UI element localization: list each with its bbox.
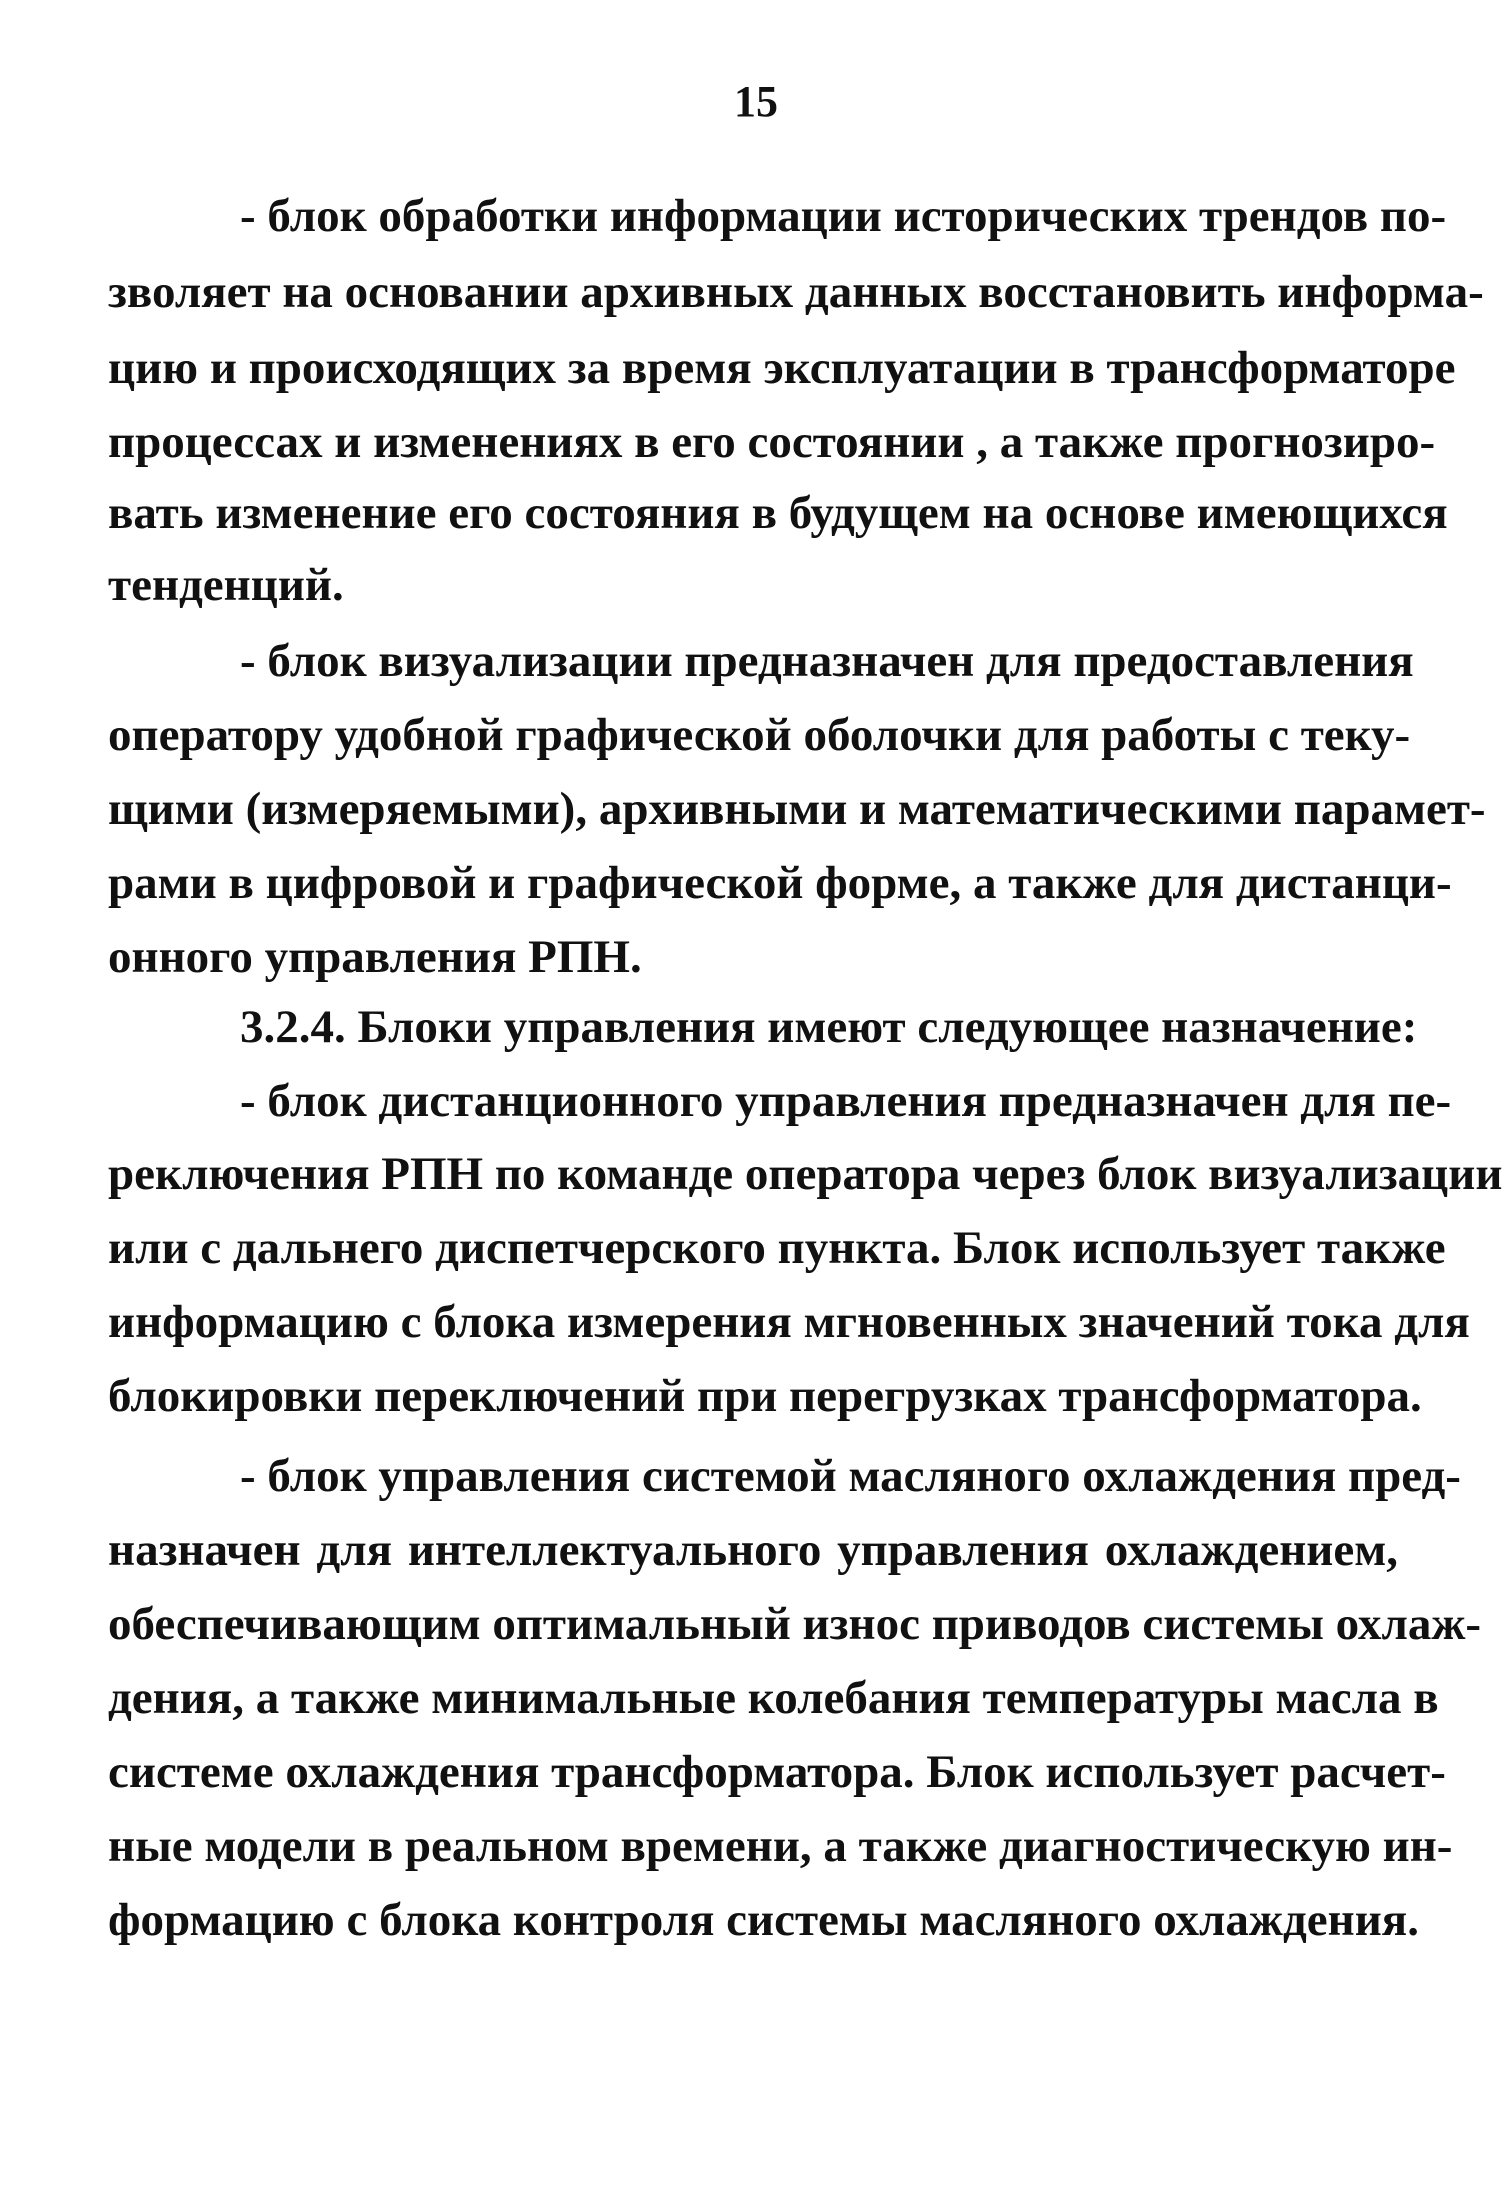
text-line: 3.2.4. Блоки управления имеют следующее назначение:: [240, 1001, 1418, 1053]
text-line: онного управления РПН.: [108, 931, 642, 983]
text-line: реключения РПН по команде оператора через блок визуализации: [108, 1148, 1503, 1200]
text-line: вать изменение его состояния в будущем на основе имеющихся: [108, 487, 1448, 539]
text-line: информацию с блока измерения мгновенных значений тока для: [108, 1296, 1470, 1348]
text-line: оператору удобной графической оболочки для работы с теку-: [108, 709, 1411, 761]
text-line: блокировки переключений при перегрузках трансформатора.: [108, 1370, 1422, 1422]
text-line: обеспечивающим оптимальный износ приводов системы охлаж-: [108, 1598, 1482, 1650]
text-line: рами в цифровой и графической форме, а также для дистанци-: [108, 857, 1452, 909]
text-line: - блок управления системой масляного охлаждения пред-: [240, 1450, 1461, 1502]
text-line: или с дальнего диспетчерского пункта. Блок использует также: [108, 1222, 1446, 1274]
text-line: назначен для интеллектуального управления охлаждением,: [108, 1524, 1398, 1576]
text-line: - блок визуализации предназначен для предоставления: [240, 635, 1414, 687]
text-line: процессах и изменениях в его состоянии , а также прогнозиро-: [108, 416, 1436, 468]
page-number: 15: [734, 77, 778, 126]
text-line: щими (измеряемыми), архивными и математическими парамет-: [108, 783, 1486, 835]
text-line: - блок дистанционного управления предназначен для пе-: [240, 1075, 1452, 1127]
text-line: тенденций.: [108, 559, 344, 611]
text-line: дения, а также минимальные колебания температуры масла в: [108, 1672, 1439, 1724]
text-line: цию и происходящих за время эксплуатации в трансформаторе: [108, 342, 1456, 394]
text-line: ные модели в реальном времени, а также диагностическую ин-: [108, 1820, 1453, 1872]
text-line: - блок обработки информации исторических трендов по-: [240, 190, 1447, 242]
text-line: зволяет на основании архивных данных восстановить информа-: [108, 266, 1484, 318]
text-line: системе охлаждения трансформатора. Блок использует расчет-: [108, 1746, 1446, 1798]
text-line: формацию с блока контроля системы масляного охлаждения.: [108, 1894, 1419, 1946]
